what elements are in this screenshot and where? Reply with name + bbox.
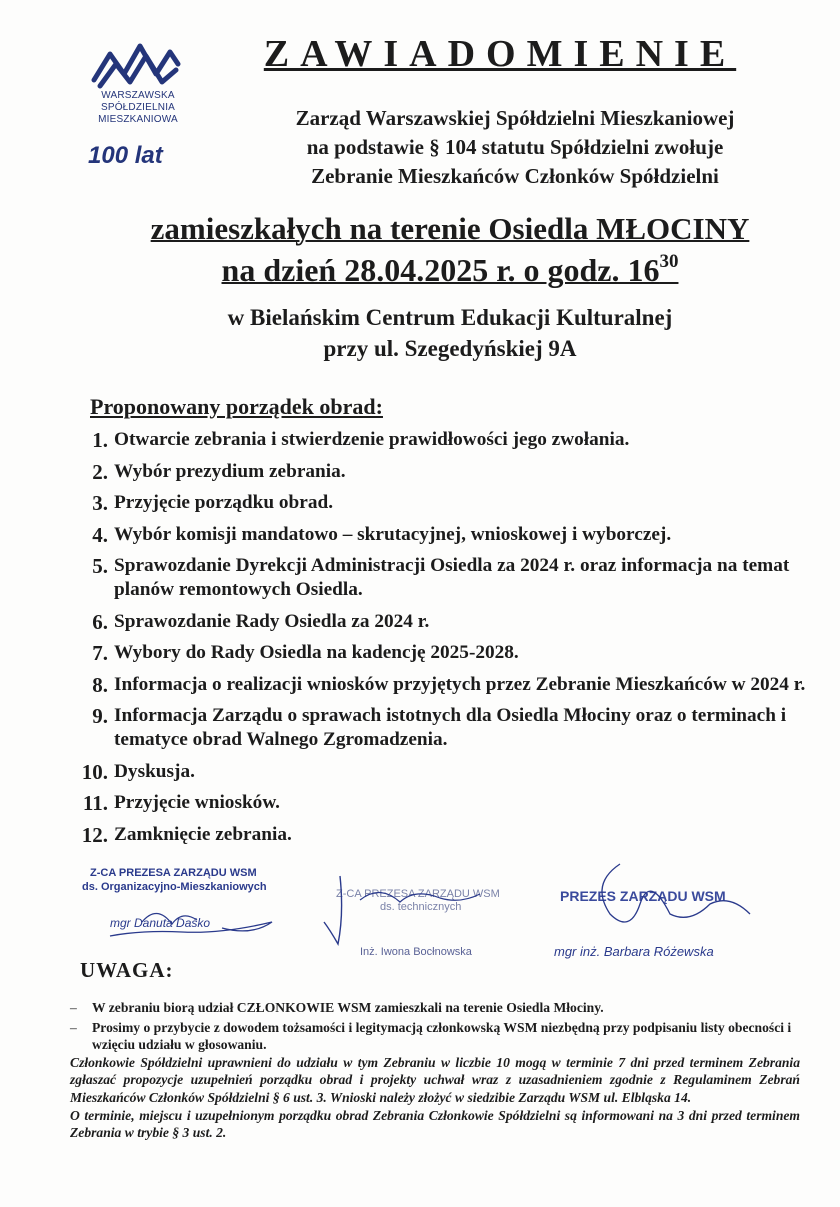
venue-line: w Bielańskim Centrum Edukacji Kulturalnej: [227, 305, 673, 330]
handwritten-signature: [320, 874, 520, 954]
meeting-date: [60, 252, 840, 289]
notice-bullet: [70, 999, 800, 1017]
agenda-list: [52, 428, 812, 854]
page-title: ZAWIADOMIENIE: [263, 33, 737, 75]
signature-name: Inż. Iwona Bocłnowska: [360, 946, 472, 958]
agenda-item: [52, 610, 812, 634]
agenda-item: [52, 760, 812, 784]
dash-marker: –: [70, 1019, 77, 1035]
signature-subtitle: ds. Organizacyjno-Mieszkaniowych: [82, 881, 267, 893]
agenda-item: [52, 641, 812, 665]
agenda-item-text: Informacja Zarządu o sprawach istotnych dla Osiedla Młociny oraz o terminach i tematyce obrad Walnego Zgromadzenia.: [114, 705, 787, 750]
notice-heading: UWAGA:: [80, 958, 174, 982]
agenda-item-text: Wybór prezydium zebrania.: [114, 460, 346, 482]
notice-bullet: [70, 1019, 800, 1054]
signature-name: mgr inż. Barbara Różewska: [554, 944, 714, 959]
agenda-item-text: Sprawozdanie Dyrekcji Administracji Osiedla za 2024 r. oraz informacja na temat planów remontowych Osiedla.: [114, 555, 790, 600]
notice-paragraph: O terminie, miejscu i uzupełnionym porządku obrad Zebrania Członkowie Spółdzielni są informowani na 3 dni przed terminem Zebrania w trybie § 3 ust. 2.: [70, 1107, 800, 1141]
wsm-logo-mark: [90, 40, 182, 92]
agenda-item-number: 9.: [92, 704, 108, 728]
agenda-item: [52, 791, 812, 815]
agenda-item-number: 7.: [92, 641, 108, 665]
signature-name: mgr Danuta Daśko: [110, 916, 211, 930]
signature-title: PREZES ZARZĄDU WSM: [560, 888, 726, 904]
dash-marker: –: [70, 1000, 77, 1015]
agenda-item-number: 3.: [92, 491, 108, 515]
agenda-item-number: 8.: [92, 672, 108, 697]
agenda-item-text: Sprawozdanie Rady Osiedla za 2024 r.: [114, 610, 430, 632]
logo-line: WARSZAWSKA: [101, 90, 175, 101]
notice-body: [70, 999, 800, 1142]
date-text: na dzień 28.04.2025 r. o godz. 16: [221, 252, 660, 288]
logo-org-name: [88, 90, 188, 126]
venue-line: przy ul. Szegedyńskiej 9A: [323, 336, 577, 361]
agenda-item: [52, 460, 812, 484]
notice-paragraph: Członkowie Spółdzielni uprawnieni do udziału w tym Zebraniu w liczbie 10 mogą w terminie 7 dni przed terminem Zebrania zgłaszać propozycje uzupełnień porządku obrad i projekty uchwał wraz z uzasadnieniem zgodnie z Regulaminem Zebrań Mieszkańców Członków Spółdzielni § 6 ust. 3. Wnioski należy złożyć w siedzibie Zarządu WSM ul. Elbląska 14.: [70, 1054, 800, 1105]
signature-title: Z-CA PREZESA ZARZĄDU WSM: [90, 867, 257, 879]
agenda-item-text: Wybór komisji mandatowo – skrutacyjnej, wnioskowej i wyborczej.: [114, 523, 672, 545]
agenda-item: [52, 428, 812, 452]
intro-line: Zarząd Warszawskiej Spółdzielni Mieszkaniowej: [295, 106, 735, 130]
intro-text: [220, 104, 810, 191]
agenda-item-text: Przyjęcie wniosków.: [114, 792, 280, 813]
agenda-item: [52, 491, 812, 515]
logo-years: 100 lat: [88, 142, 163, 169]
agenda-item-text: Informacja o realizacji wniosków przyjętych przez Zebranie Mieszkańców w 2024 r.: [114, 673, 806, 695]
agenda-item-text: Dyskusja.: [114, 760, 195, 782]
signature-subtitle: ds. technicznych: [380, 901, 462, 913]
signature-vp-organizational: [82, 866, 312, 930]
logo-line: MIESZKANIOWA: [98, 114, 178, 125]
agenda-item: [52, 673, 812, 697]
intro-line: Zebranie Mieszkańców Członków Spółdzielni: [311, 164, 719, 188]
meeting-place: zamieszkałych na terenie Osiedla MŁOCINY: [150, 211, 750, 246]
agenda-item-number: 5.: [92, 554, 108, 578]
agenda-item-number: 1.: [92, 428, 108, 452]
agenda-item-number: 11.: [82, 791, 108, 815]
agenda-item-text: Zamknięcie zebrania.: [114, 823, 292, 845]
agenda-item: [52, 523, 812, 547]
logo-line: SPÓŁDZIELNIA: [100, 102, 176, 113]
agenda-item-text: Otwarcie zebrania i stwierdzenie prawidłowości jego zwołania.: [114, 429, 630, 450]
agenda-item-text: Wybory do Rady Osiedla na kadencję 2025-2028.: [114, 642, 519, 663]
agenda-item-number: 10.: [81, 759, 108, 784]
signature-vp-technical: [320, 888, 520, 958]
agenda-item: [52, 704, 812, 752]
agenda-item-number: 12.: [81, 822, 108, 847]
notice-bullet-text: W zebraniu biorą udział CZŁONKOWIE WSM zamieszkali na terenie Osiedla Młociny.: [92, 1000, 604, 1015]
agenda-item: [52, 554, 812, 602]
notice-bullet-text: Prosimy o przybycie z dowodem tożsamości i legitymacją członkowską WSM niezbędną przy podpisaniu listy obecności i wzięciu udziału w głosowaniu.: [92, 1019, 792, 1053]
agenda-item-text: Przyjęcie porządku obrad.: [114, 492, 334, 513]
agenda-item-number: 2.: [92, 459, 108, 484]
signature-title: Z-CA PREZESA ZARZĄDU WSM: [336, 888, 500, 900]
agenda-item-number: 6.: [92, 609, 108, 634]
intro-line: na podstawie § 104 statutu Spółdzielni zwołuje: [306, 135, 724, 159]
agenda-heading: Proponowany porządek obrad:: [90, 394, 383, 419]
agenda-item-number: 4.: [92, 522, 108, 547]
handwritten-signature: [560, 854, 770, 944]
agenda-item: [52, 823, 812, 847]
signature-president: [550, 888, 780, 959]
meeting-venue: [60, 302, 840, 364]
time-minutes: 30: [659, 251, 679, 273]
